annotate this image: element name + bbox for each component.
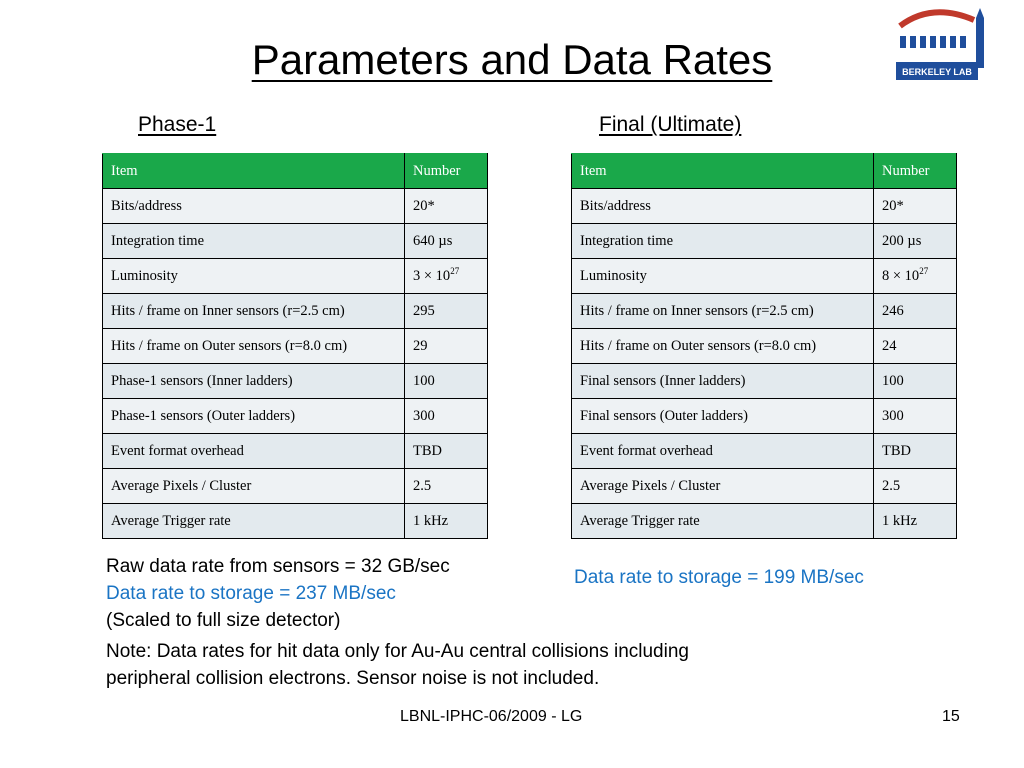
number-cell xyxy=(874,259,957,294)
column-header-item: Item xyxy=(572,154,874,189)
table-row xyxy=(572,224,957,259)
item-cell: Event format overhead xyxy=(572,434,874,469)
number-cell: 246 xyxy=(874,294,957,329)
table-row xyxy=(103,294,488,329)
table-row xyxy=(572,504,957,539)
number-cell xyxy=(405,259,488,294)
number-cell: 295 xyxy=(405,294,488,329)
phase1-table xyxy=(102,153,488,539)
item-cell: Phase-1 sensors (Outer ladders) xyxy=(103,399,405,434)
item-cell: Event format overhead xyxy=(103,434,405,469)
item-cell: Final sensors (Inner ladders) xyxy=(572,364,874,399)
table-row xyxy=(572,469,957,504)
number-cell: 300 xyxy=(405,399,488,434)
phase1-heading: Phase-1 xyxy=(138,113,217,136)
table-row xyxy=(103,189,488,224)
final-table xyxy=(571,153,957,539)
number-exponent: 27 xyxy=(450,265,460,276)
item-cell: Bits/address xyxy=(103,189,405,224)
footer-text: LBNL-IPHC-06/2009 - LG xyxy=(400,708,583,725)
table-row xyxy=(103,434,488,469)
number-cell: 200 µs xyxy=(874,224,957,259)
number-cell: TBD xyxy=(874,434,957,469)
table-row xyxy=(572,259,957,294)
number-cell: 29 xyxy=(405,329,488,364)
number-cell: 24 xyxy=(874,329,957,364)
number-base: 8 × 10 xyxy=(882,267,920,284)
svg-text:BERKELEY LAB: BERKELEY LAB xyxy=(902,67,972,77)
raw-data-rate: Raw data rate from sensors = 32 GB/sec xyxy=(106,556,450,577)
number-cell: 2.5 xyxy=(405,469,488,504)
final-storage-rate: Data rate to storage = 199 MB/sec xyxy=(574,567,864,588)
note-line-1: Note: Data rates for hit data only for Au-Au central collisions including xyxy=(106,641,689,662)
item-cell: Hits / frame on Inner sensors (r=2.5 cm) xyxy=(103,294,405,329)
slide-title: Parameters and Data Rates xyxy=(251,36,773,83)
table-row xyxy=(572,294,957,329)
number-cell: 640 µs xyxy=(405,224,488,259)
note-line-2: peripheral collision electrons. Sensor noise is not included. xyxy=(106,668,600,689)
number-base: 3 × 10 xyxy=(413,267,451,284)
table-row xyxy=(103,224,488,259)
table-row xyxy=(572,189,957,224)
number-cell: 300 xyxy=(874,399,957,434)
column-header-number: Number xyxy=(405,154,488,189)
item-cell: Average Pixels / Cluster xyxy=(103,469,405,504)
final-heading: Final (Ultimate) xyxy=(599,113,742,136)
item-cell: Hits / frame on Inner sensors (r=2.5 cm) xyxy=(572,294,874,329)
number-cell: 1 kHz xyxy=(405,504,488,539)
table-row xyxy=(572,434,957,469)
item-cell: Hits / frame on Outer sensors (r=8.0 cm) xyxy=(572,329,874,364)
table-row xyxy=(572,364,957,399)
number-cell: 20* xyxy=(874,189,957,224)
phase1-storage-rate: Data rate to storage = 237 MB/sec xyxy=(106,583,396,604)
column-header-number: Number xyxy=(874,154,957,189)
number-cell: 100 xyxy=(874,364,957,399)
item-cell: Luminosity xyxy=(103,259,405,294)
table-row xyxy=(103,399,488,434)
number-exponent: 27 xyxy=(919,265,929,276)
item-cell: Average Trigger rate xyxy=(103,504,405,539)
number-cell: TBD xyxy=(405,434,488,469)
scaled-note: (Scaled to full size detector) xyxy=(106,610,341,631)
table-row xyxy=(572,399,957,434)
number-cell: 100 xyxy=(405,364,488,399)
table-row xyxy=(103,364,488,399)
table-row xyxy=(572,329,957,364)
item-cell: Phase-1 sensors (Inner ladders) xyxy=(103,364,405,399)
number-cell: 2.5 xyxy=(874,469,957,504)
page-number: 15 xyxy=(942,708,960,725)
item-cell: Integration time xyxy=(572,224,874,259)
table-header-row xyxy=(103,154,488,189)
number-cell: 1 kHz xyxy=(874,504,957,539)
item-cell: Final sensors (Outer ladders) xyxy=(572,399,874,434)
item-cell: Luminosity xyxy=(572,259,874,294)
table-row xyxy=(103,504,488,539)
item-cell: Bits/address xyxy=(572,189,874,224)
item-cell: Integration time xyxy=(103,224,405,259)
table-header-row xyxy=(572,154,957,189)
column-header-item: Item xyxy=(103,154,405,189)
table-row xyxy=(103,469,488,504)
number-cell: 20* xyxy=(405,189,488,224)
item-cell: Average Pixels / Cluster xyxy=(572,469,874,504)
berkeley-lab-logo xyxy=(892,6,992,86)
item-cell: Hits / frame on Outer sensors (r=8.0 cm) xyxy=(103,329,405,364)
table-row xyxy=(103,329,488,364)
item-cell: Average Trigger rate xyxy=(572,504,874,539)
table-row xyxy=(103,259,488,294)
